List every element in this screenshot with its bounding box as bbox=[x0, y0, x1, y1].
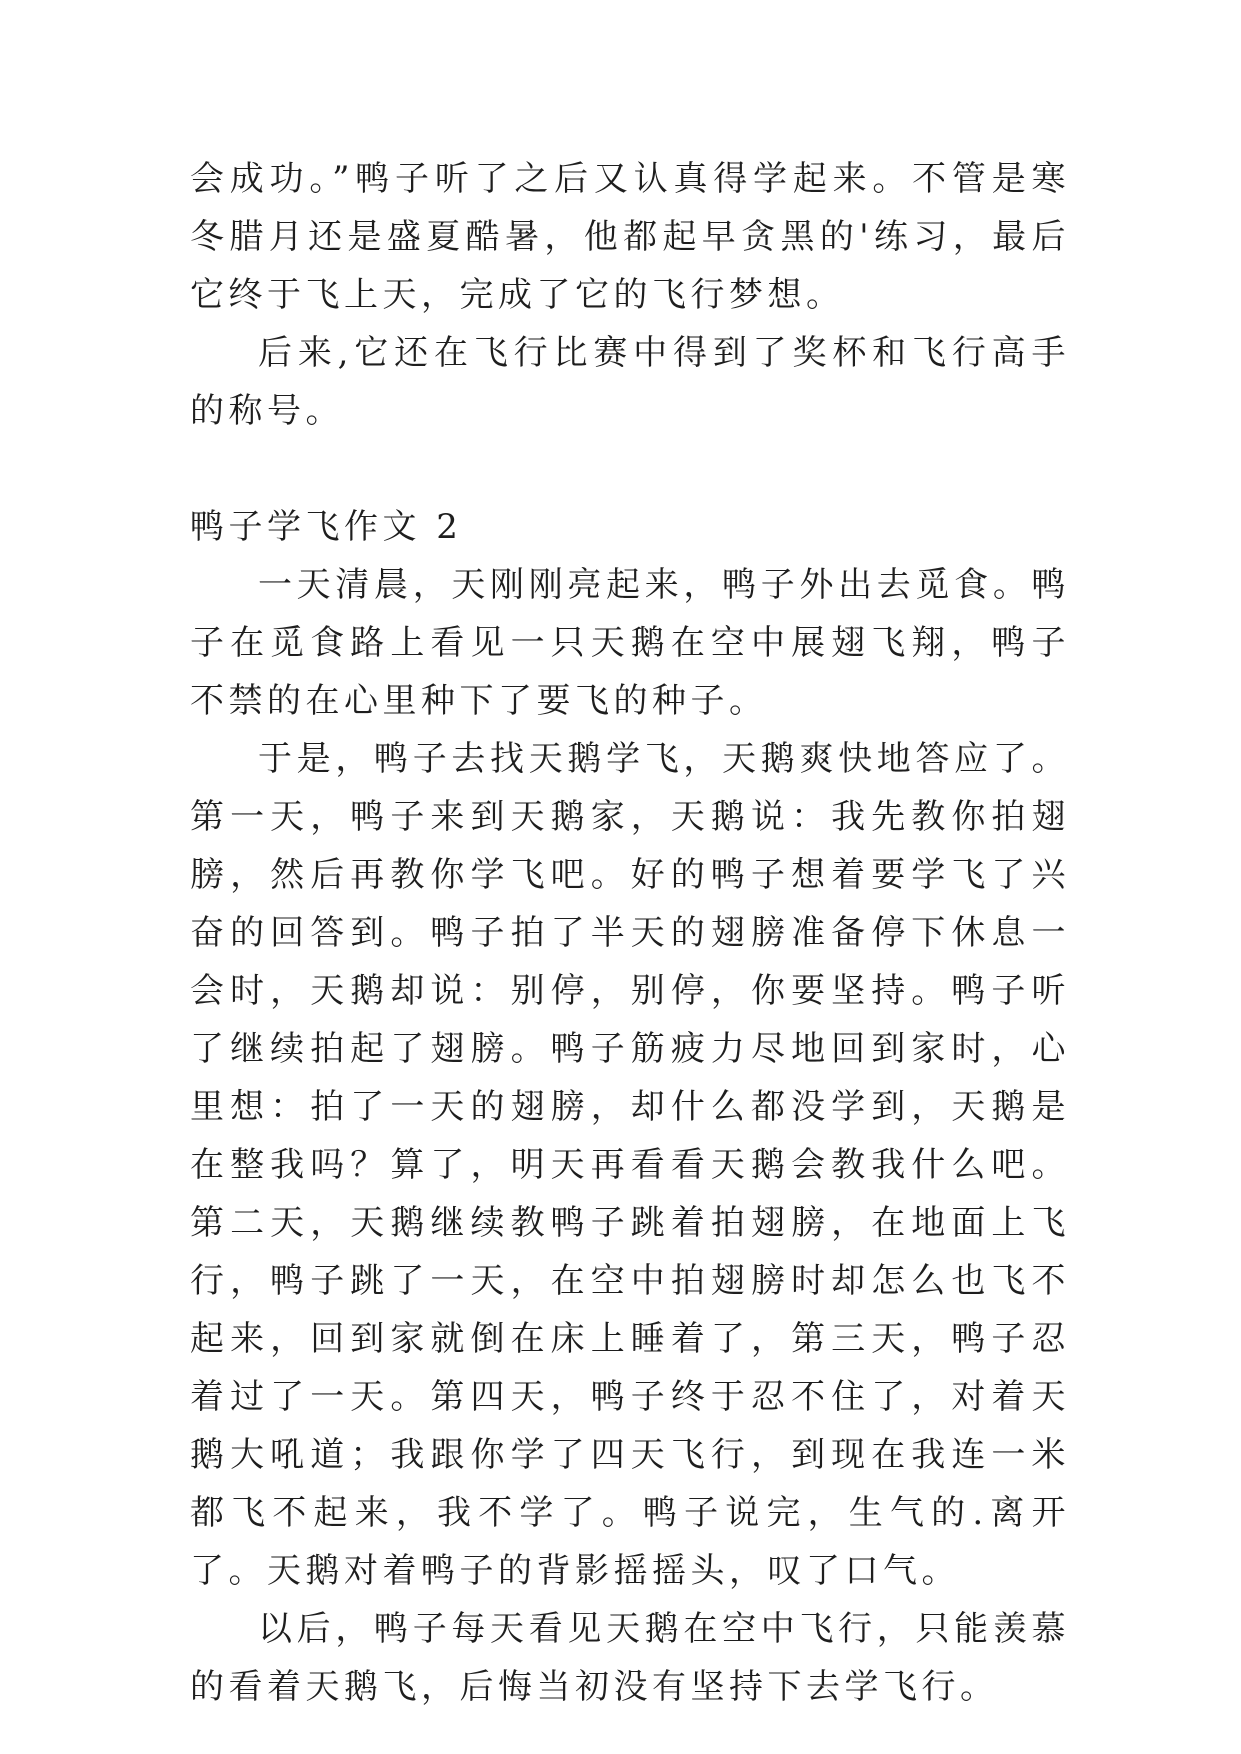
section-title: 鸭子学飞作文 2 bbox=[190, 507, 463, 547]
document-body bbox=[190, 150, 1070, 1716]
paragraph-lessons: 于是，鸭子去找天鹅学飞，天鹅爽快地答应了。第一天，鸭子来到天鹅家，天鹅说：我先教你拍翅膀，然后再教你学飞吧。好的鸭子想着要学飞了兴奋的回答到。鸭子拍了半天的翅膀准备停下休息一会时，天鹅却说：别停，别停，你要坚持。鸭子听了继续拍起了翅膀。鸭子筋疲力尽地回到家时，心里想：拍了一天的翅膀，却什么都没学到，天鹅是在整我吗？算了，明天再看看天鹅会教我什么吧。第二天，天鹅继续教鸭子跳着拍翅膀，在地面上飞行，鸭子跳了一天，在空中拍翅膀时却怎么也飞不起来，回到家就倒在床上睡着了，第三天，鸭子忍着过了一天。第四天，鸭子终于忍不住了，对着天鹅大吼道；我跟你学了四天飞行，到现在我连一米都飞不起来，我不学了。鸭子说完，生气的.离开了。天鹅对着鸭子的背影摇摇头，叹了口气。 bbox=[190, 739, 1070, 1591]
paragraph-continued: 会成功。”鸭子听了之后又认真得学起来。不管是寒冬腊月还是盛夏酷暑，他都起早贪黑的'练习，最后它终于飞上天，完成了它的飞行梦想。 bbox=[190, 159, 1070, 315]
paragraph-later: 后来,它还在飞行比赛中得到了奖杯和飞行高手的称号。 bbox=[190, 333, 1070, 431]
paragraph-regret: 以后，鸭子每天看见天鹅在空中飞行，只能羡慕的看着天鹅飞，后悔当初没有坚持下去学飞行。 bbox=[190, 1609, 1070, 1707]
paragraph-morning: 一天清晨，天刚刚亮起来，鸭子外出去觅食。鸭子在觅食路上看见一只天鹅在空中展翅飞翔，鸭子不禁的在心里种下了要飞的种子。 bbox=[190, 565, 1070, 721]
